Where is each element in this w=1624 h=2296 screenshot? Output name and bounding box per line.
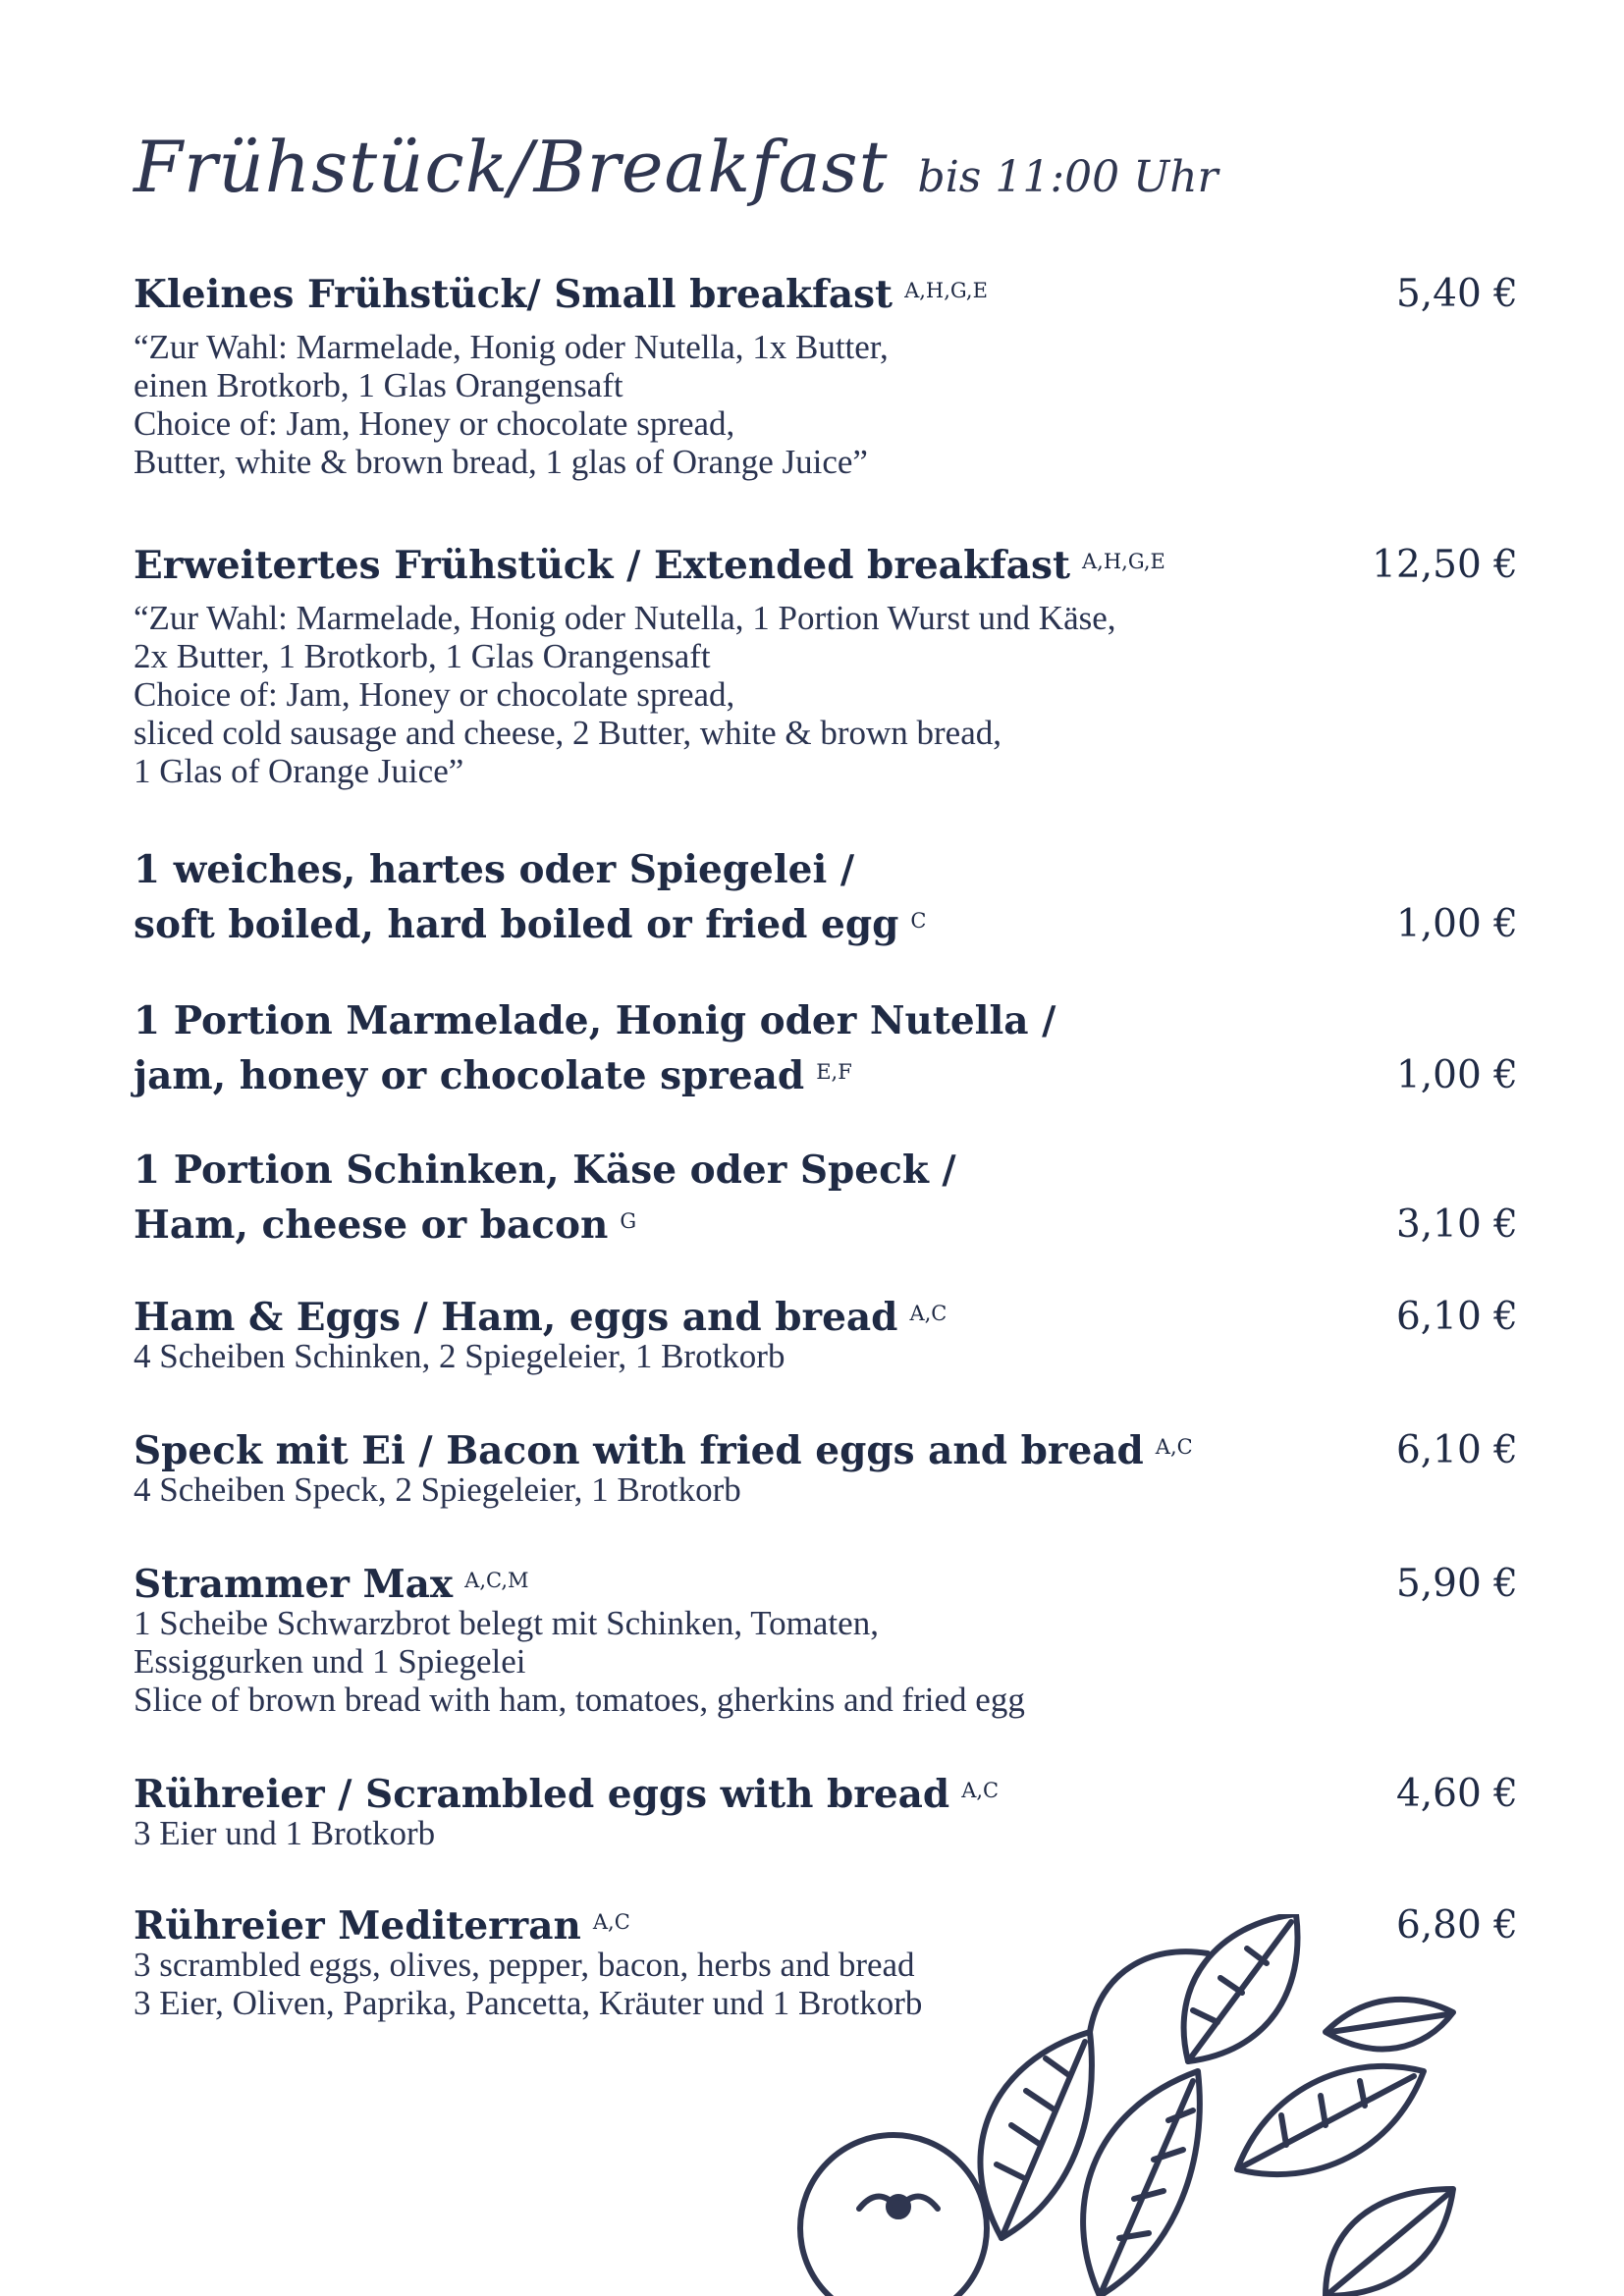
basil-tomato-illustration-icon — [776, 1914, 1463, 2296]
tomato-stem-dot-icon — [889, 2197, 908, 2216]
item-description — [134, 328, 1518, 481]
item-name-line: Rühreier Mediterran — [134, 1903, 581, 1949]
menu-header — [134, 126, 1218, 208]
item-price: 6,80 € — [1395, 1903, 1518, 1948]
item-description — [134, 599, 1518, 790]
description-line: Slice of brown bread with ham, tomatoes, gherkins and fried egg — [134, 1681, 1025, 1719]
allergen-codes: A,C — [1155, 1435, 1193, 1459]
description-line: “Zur Wahl: Marmelade, Honig oder Nutella, 1 Portion Wurst und Käse, — [134, 599, 1116, 637]
item-price: 5,90 € — [1395, 1562, 1518, 1606]
item-price: 1,00 € — [1395, 1053, 1518, 1097]
item-name — [134, 1048, 1518, 1103]
menu-item-scrambled-eggs — [134, 1767, 1518, 1852]
item-price: 1,00 € — [1395, 902, 1518, 946]
menu-item-extended-breakfast — [134, 538, 1518, 790]
allergen-codes: A,H,G,E — [904, 279, 988, 302]
allergen-codes: A,C,M — [464, 1569, 529, 1592]
menu-item-bacon-eggs — [134, 1423, 1518, 1509]
basil-leaves-icon — [980, 1914, 1453, 2296]
item-name-line: 1 Portion Schinken, Käse oder Speck / — [134, 1148, 956, 1193]
allergen-codes: A,C — [592, 1910, 630, 1934]
description-line: 2x Butter, 1 Brotkorb, 1 Glas Orangensaft — [134, 637, 711, 675]
description-line: 3 Eier, Oliven, Paprika, Pancetta, Kräuter und 1 Brotkorb — [134, 1984, 923, 2022]
item-price: 6,10 € — [1395, 1295, 1518, 1339]
description-line: Choice of: Jam, Honey or chocolate spread, — [134, 404, 735, 443]
description-line: 1 Glas of Orange Juice” — [134, 752, 464, 790]
allergen-codes: A,H,G,E — [1082, 550, 1165, 573]
allergen-codes: A,C — [961, 1779, 1000, 1802]
description-line: sliced cold sausage and cheese, 2 Butter, white & brown bread, — [134, 714, 1002, 752]
item-price: 3,10 € — [1395, 1202, 1518, 1247]
item-name-line: Erweitertes Frühstück / Extended breakfast — [134, 543, 1070, 588]
item-name — [134, 1198, 1518, 1253]
description-line: 4 Scheiben Speck, 2 Spiegeleier, 1 Brotkorb — [134, 1470, 741, 1509]
description-line: “Zur Wahl: Marmelade, Honig oder Nutella, 1x Butter, — [134, 328, 889, 366]
description-line: Choice of: Jam, Honey or chocolate spread, — [134, 675, 735, 714]
item-price: 12,50 € — [1372, 543, 1518, 587]
item-name — [134, 267, 1518, 322]
description-line: 3 scrambled eggs, olives, pepper, bacon, herbs and bread — [134, 1946, 915, 1984]
item-price: 5,40 € — [1395, 272, 1518, 316]
item-name-line: 1 weiches, hartes oder Spiegelei / — [134, 847, 855, 892]
allergen-codes: G — [620, 1209, 637, 1233]
menu-item-small-breakfast — [134, 267, 1518, 481]
page-title: Frühstück/Breakfast — [134, 126, 889, 208]
item-name — [134, 538, 1518, 593]
item-name-line: soft boiled, hard boiled or fried egg — [134, 902, 899, 947]
item-name-line: 1 Portion Marmelade, Honig oder Nutella / — [134, 998, 1056, 1043]
menu-item-ham-eggs — [134, 1290, 1518, 1375]
description-line: Butter, white & brown bread, 1 glas of Orange Juice” — [134, 443, 868, 481]
description-line: Essiggurken und 1 Spiegelei — [134, 1642, 526, 1681]
item-name-line: Ham & Eggs / Ham, eggs and bread — [134, 1295, 898, 1340]
service-hours: bis 11:00 Uhr — [917, 152, 1218, 202]
item-name-line: Speck mit Ei / Bacon with fried eggs and bread — [134, 1428, 1144, 1473]
item-description — [134, 1604, 1518, 1719]
item-price: 6,10 € — [1395, 1428, 1518, 1472]
description-line: einen Brotkorb, 1 Glas Orangensaft — [134, 366, 623, 404]
allergen-codes: C — [910, 909, 927, 933]
item-name-line: Ham, cheese or bacon — [134, 1202, 609, 1248]
allergen-codes: A,C — [909, 1302, 947, 1325]
item-name — [134, 897, 1518, 952]
item-name-line: Rühreier / Scrambled eggs with bread — [134, 1772, 950, 1817]
menu-item-ham-cheese-bacon — [134, 1143, 1518, 1253]
menu-item-egg — [134, 842, 1518, 952]
item-name-line: Strammer Max — [134, 1562, 454, 1607]
item-name-line: jam, honey or chocolate spread — [134, 1053, 805, 1098]
menu-item-jam-honey — [134, 993, 1518, 1103]
item-price: 4,60 € — [1395, 1772, 1518, 1816]
description-line: 4 Scheiben Schinken, 2 Spiegeleier, 1 Brotkorb — [134, 1337, 785, 1375]
menu-item-strammer-max — [134, 1557, 1518, 1719]
item-name-line: Kleines Frühstück/ Small breakfast — [134, 272, 893, 317]
description-line: 3 Eier und 1 Brotkorb — [134, 1814, 436, 1852]
description-line: 1 Scheibe Schwarzbrot belegt mit Schinken, Tomaten, — [134, 1604, 879, 1642]
allergen-codes: E,F — [816, 1060, 852, 1084]
